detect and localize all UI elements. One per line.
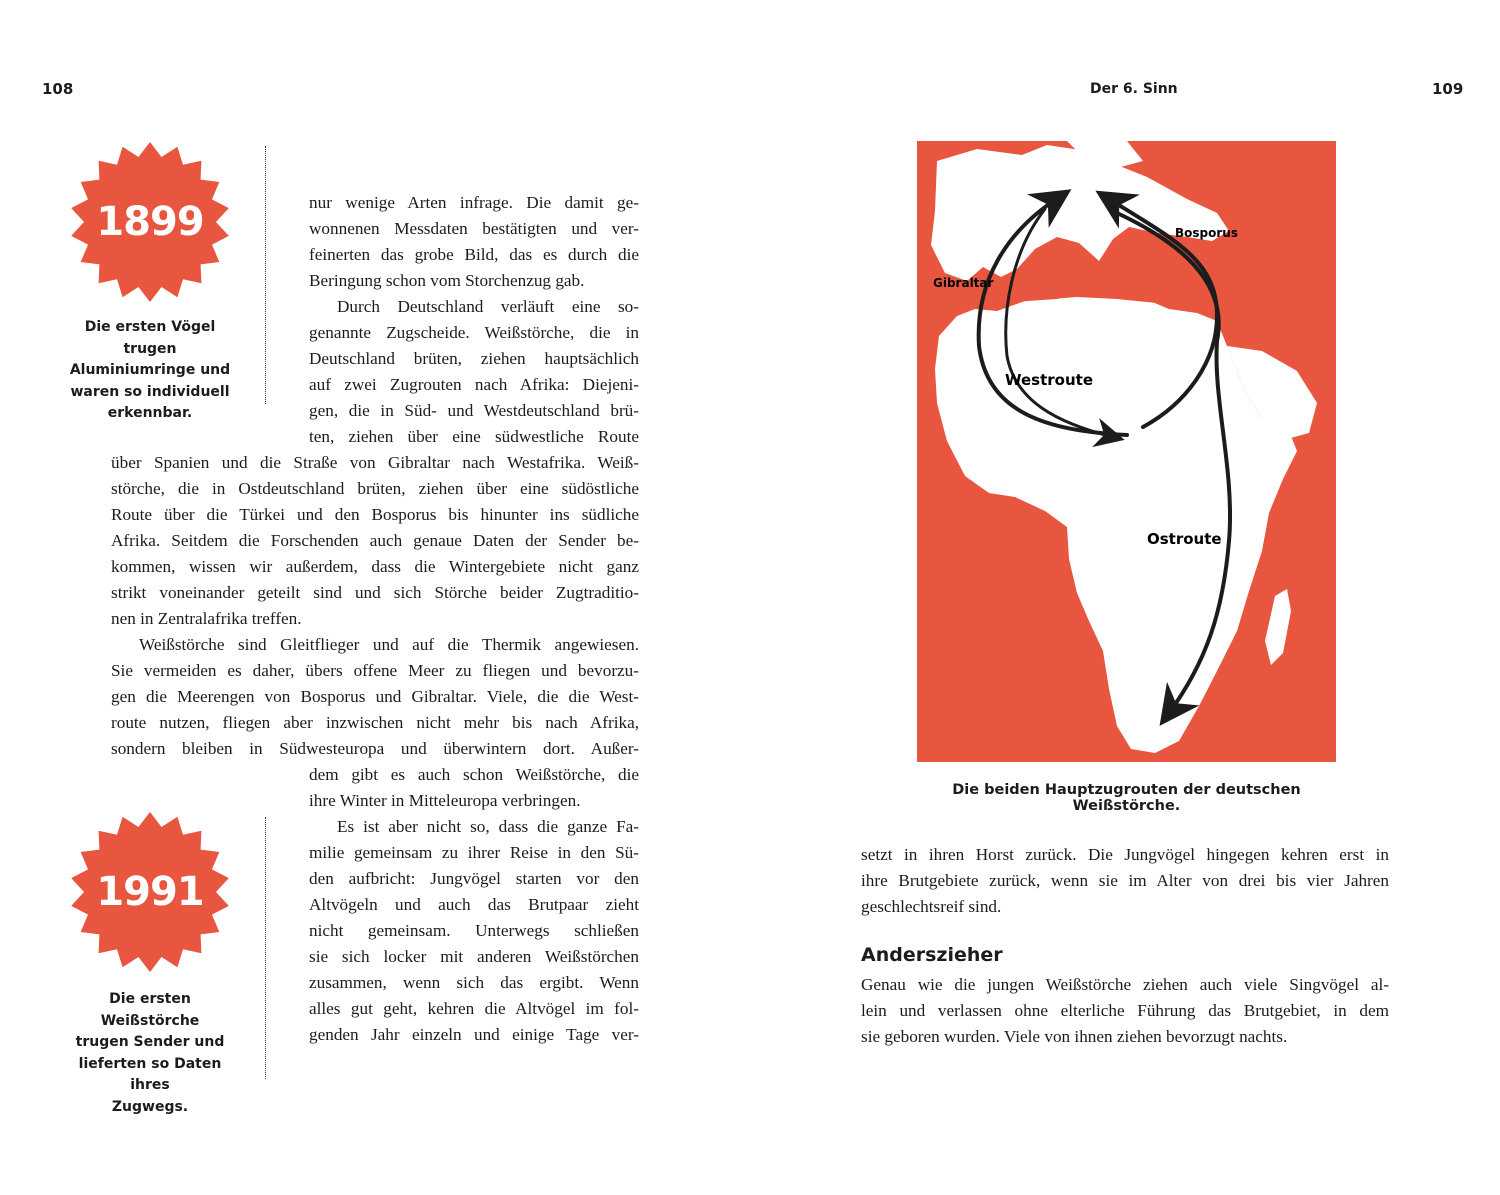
year-badge-1991	[68, 810, 232, 974]
text-line: Genau wie die jungen Weißstörche ziehen auch viele Singvögel al-	[861, 975, 1389, 994]
text-line: genannte Zugscheide. Weißstörche, die in	[309, 323, 639, 342]
text-line: Es ist aber nicht so, dass die ganze Fa-	[337, 817, 639, 836]
text-line: nicht gemeinsam. Unterwegs schließen	[309, 921, 639, 940]
text-line: setzt in ihren Horst zurück. Die Jungvögel hingegen kehren erst in	[861, 845, 1389, 864]
timeline-caption-1899	[62, 317, 238, 425]
caption-line: Die ersten Vögel trugen	[84, 319, 216, 357]
badge-year: 1899	[96, 199, 204, 245]
text-line: nen in Zentralafrika treffen.	[111, 609, 302, 628]
text-line: störche, die in Ostdeutschland brüten, ziehen über eine südöstliche	[111, 479, 639, 498]
caption-line: lieferten so Daten ihres	[78, 1055, 222, 1093]
text-line: ten, ziehen über eine südwestliche Route	[309, 427, 639, 446]
text-line: gen die Meerengen von Bosporus und Gibraltar. Viele, die die West-	[111, 687, 639, 706]
text-line: ihre Winter in Mitteleuropa verbringen.	[309, 791, 581, 810]
migration-map	[917, 141, 1336, 762]
map-label-bosporus: Bosporus	[1175, 226, 1238, 240]
caption-line: erkennbar.	[107, 405, 193, 421]
dotted-divider	[265, 817, 266, 1079]
text-line: ihre Brutgebiete zurück, wenn sie im Alter von drei bis vier Jahren	[861, 871, 1389, 890]
timeline-caption-1991	[62, 989, 238, 1118]
text-line: Afrika. Seitdem die Forschenden auch genaue Daten der Sender be-	[111, 531, 639, 550]
text-line: Beringung schon vom Storchenzug gab.	[309, 271, 585, 290]
figure-caption: Die beiden Hauptzugrouten der deutschen Weißstörche.	[952, 782, 1301, 814]
text-line: strikt voneinander geteilt sind und sich Störche beider Zugtraditio-	[111, 583, 639, 602]
text-line: genden Jahr einzeln und einige Tage ver-	[309, 1025, 639, 1044]
caption-line: Zugwegs.	[111, 1098, 189, 1115]
text-line: Altvögeln und auch das Brutpaar zieht	[309, 895, 639, 914]
map-label-ostroute: Ostroute	[1147, 530, 1222, 548]
map-graphic	[917, 141, 1336, 762]
text-line: Route über die Türkei und den Bosporus bis hinunter ins südliche	[111, 505, 639, 524]
text-line: sie geboren wurden. Viele von ihnen ziehen bevorzugt nachts.	[861, 1027, 1288, 1046]
caption-line: Aluminiumringe und	[69, 362, 231, 378]
text-line: alles gut geht, kehren die Altvögel im fol-	[309, 999, 639, 1018]
map-label-westroute: Westroute	[1005, 371, 1094, 389]
section-heading: Anderszieher	[861, 944, 1003, 966]
text-line: nur wenige Arten infrage. Die damit ge-	[309, 193, 639, 212]
text-line: wonnenen Messdaten bestätigten und ver-	[309, 219, 639, 238]
year-badge-1899	[68, 140, 232, 304]
text-line: geschlechtsreif sind.	[861, 897, 1002, 916]
text-line: zusammen, wenn sich das ergibt. Wenn	[309, 973, 639, 992]
text-line: sie sich locker mit anderen Weißstörchen	[309, 947, 639, 966]
running-head: Der 6. Sinn	[1090, 81, 1178, 97]
badge-year: 1991	[96, 869, 204, 915]
caption-line: Die ersten Weißstörche	[100, 991, 200, 1029]
text-line: feinerten das grobe Bild, das es durch die	[309, 245, 639, 264]
text-line: über Spanien und die Straße von Gibraltar nach Westafrika. Weiß-	[111, 453, 639, 472]
text-line: kommen, wissen wir außerdem, dass die Wintergebiete nicht ganz	[111, 557, 639, 576]
text-line: sondern bleiben in Südwesteuropa und überwintern dort. Außer-	[111, 739, 639, 758]
page-number-right: 109	[1432, 80, 1464, 98]
text-line: Deutschland brüten, ziehen hauptsächlich	[309, 349, 639, 368]
text-line: Weißstörche sind Gleitflieger und auf die Thermik angewiesen.	[139, 635, 639, 654]
page-number-left: 108	[42, 80, 74, 98]
caption-line: waren so individuell	[70, 383, 230, 400]
text-line: den aufbricht: Jungvögel starten vor den	[309, 869, 639, 888]
map-label-gibraltar: Gibraltar	[933, 276, 994, 290]
text-line: lein und verlassen ohne elterliche Führung das Brutgebiet, in dem	[861, 1001, 1389, 1020]
caption-line: trugen Sender und	[75, 1034, 225, 1050]
text-line: route nutzen, fliegen aber inzwischen nicht mehr bis nach Afrika,	[111, 713, 639, 732]
dotted-divider	[265, 146, 266, 404]
text-line: auf zwei Zugrouten nach Afrika: Diejeni-	[309, 375, 639, 394]
text-line: milie gemeinsam zu ihrer Reise in den Sü-	[309, 843, 639, 862]
text-line: Durch Deutschland verläuft eine so-	[337, 297, 639, 316]
text-line: dem gibt es auch schon Weißstörche, die	[309, 765, 639, 784]
text-line: gen, die in Süd- und Westdeutschland brü-	[309, 401, 639, 420]
text-line: Sie vermeiden es daher, übers offene Meer zu fliegen und bevorzu-	[111, 661, 639, 680]
